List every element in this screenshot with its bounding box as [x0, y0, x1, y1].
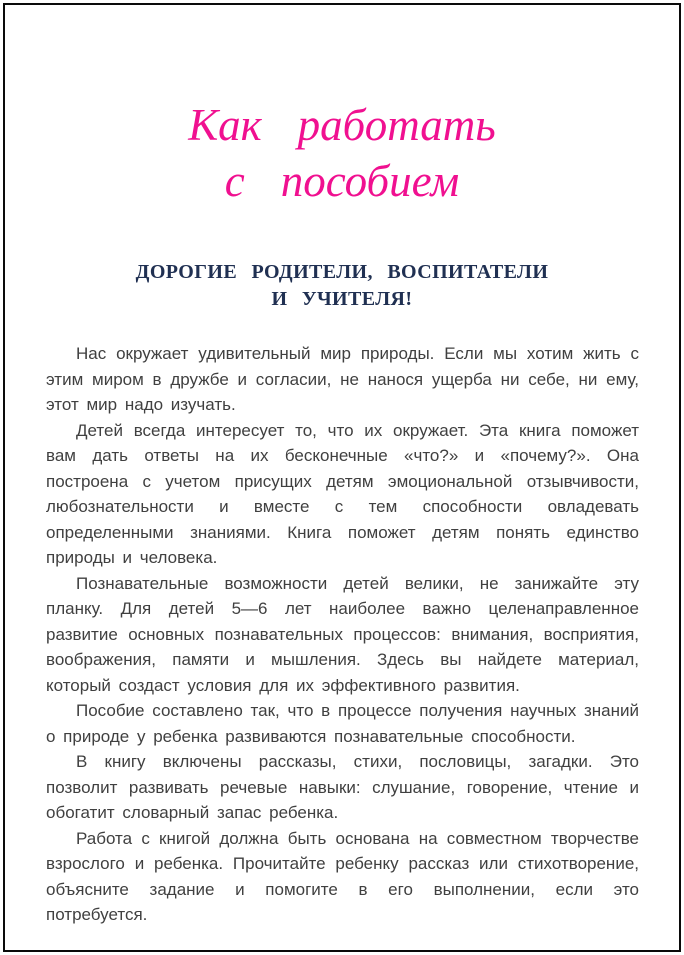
paragraph-4: Пособие составлено так, что в процессе получения научных знаний о природе у ребенка развиваются познавательные способности.	[46, 701, 639, 746]
page-border-frame	[3, 3, 681, 952]
chapter-title	[5, 97, 679, 209]
section-heading-line-1: ДОРОГИЕ РОДИТЕЛИ, ВОСПИТАТЕЛИ	[135, 261, 549, 283]
paragraph-2: Детей всегда интересует то, что их окружает. Эта книга поможет вам дать ответы на их бесконечные «что?» и «почему?». Она построена с учетом присущих детям эмоциональной отзывчивости, любознательности и вместе с тем способности овладевать определенными знаниями. Книга поможет детям понять единство природы и человека.	[46, 420, 639, 567]
chapter-title-line-2: с пособием	[224, 156, 460, 206]
paragraph-1: Нас окружает удивительный мир природы. Если мы хотим жить с этим миром в дружбе и согласии, не нанося ущерба ни себе, ни ему, этот мир надо изучать.	[46, 344, 639, 414]
paragraph-3: Познавательные возможности детей велики, не занижайте эту планку. Для детей 5—6 лет наиболее важно целенаправленное развитие основных познавательных процессов: внимания, восприятия, воображения, памяти и мышления. Здесь вы найдете материал, который создаст условия для их эффективного развития.	[46, 573, 639, 695]
chapter-title-line-1: Как работать	[188, 100, 496, 150]
section-heading-line-2: И УЧИТЕЛЯ!	[271, 288, 413, 310]
section-heading	[5, 259, 679, 313]
paragraph-6: Работа с книгой должна быть основана на совместном творчестве взрослого и ребенка. Прочитайте ребенку рассказ или стихотворение, объясните задание и помогите в его выполнении, если это потребуется.	[46, 828, 639, 924]
paragraph-5: В книгу включены рассказы, стихи, пословицы, загадки. Это позволит развивать речевые навыки: слушание, говорение, чтение и обогатит словарный запас ребенка.	[46, 752, 639, 822]
body-text-block	[46, 341, 639, 928]
